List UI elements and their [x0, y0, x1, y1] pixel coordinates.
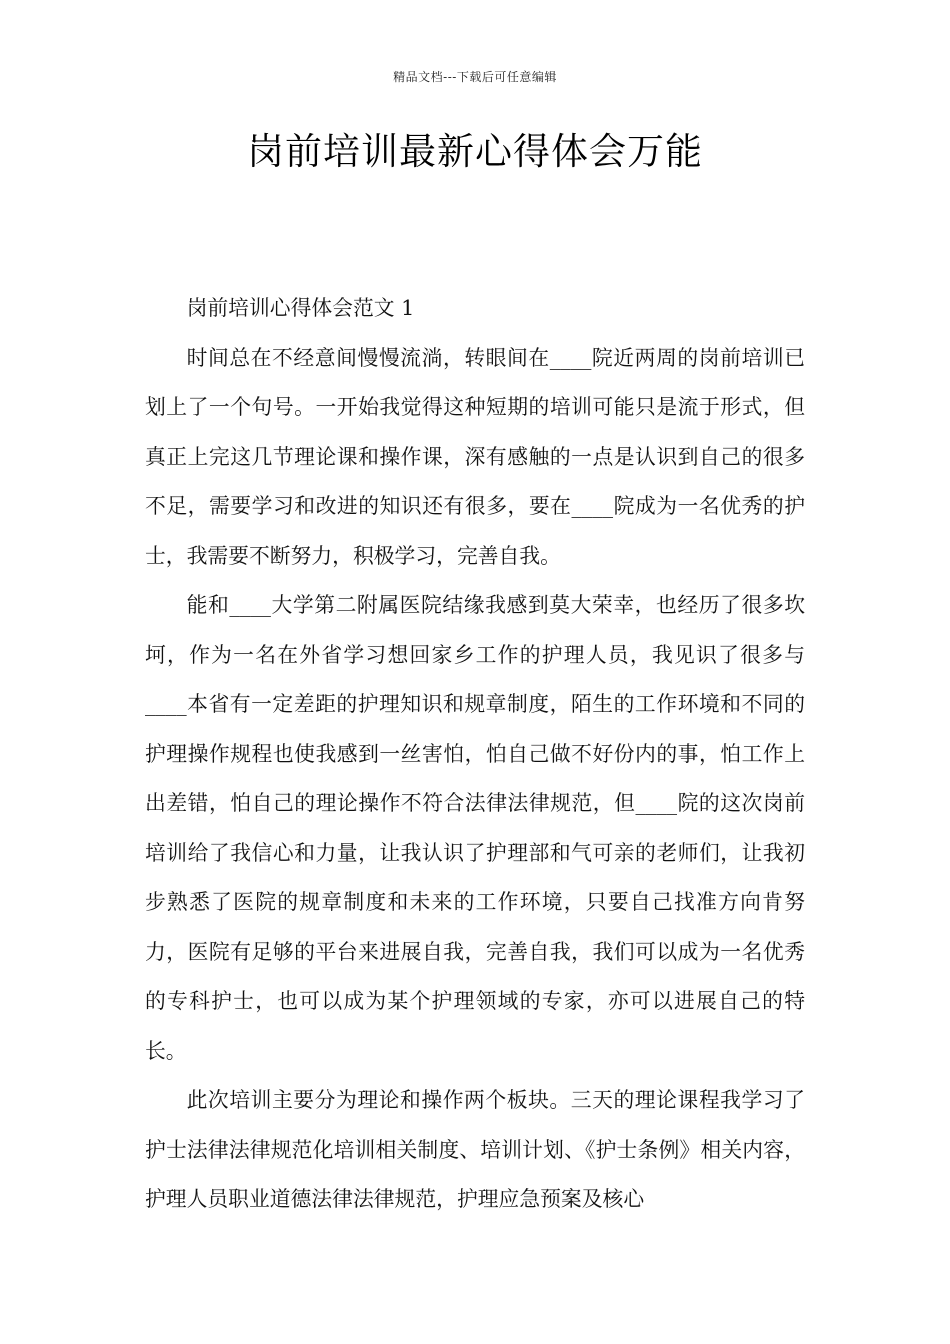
header-note: 精品文档---下载后可任意编辑 — [393, 70, 557, 84]
document-body — [145, 284, 805, 1225]
paragraph: 此次培训主要分为理论和操作两个板块。三天的理论课程我学习了护士法律法律规范化培训相关制度、培训计划、《护士条例》相关内容，护理人员职业道德法律法律规范，护理应急预案及核心 — [145, 1088, 805, 1211]
paragraph: 能和____大学第二附属医院结缘我感到莫大荣幸，也经历了很多坎坷，作为一名在外省学习想回家乡工作的护理人员，我见识了很多与____本省有一定差距的护理知识和规章制度，陌生的工作环境和不同的护理操作规程也使我感到一丝害怕，怕自己做不好份内的事，怕工作上出差错，怕自己的理论操作不符合法律法律规范，但____院的这次岗前培训给了我信心和力量，让我认识了护理部和气可亲的老师们，让我初步熟悉了医院的规章制度和未来的工作环境，只要自己找准方向肯努力，医院有足够的平台来进展自我，完善自我，我们可以成为一名优秀的专科护士，也可以成为某个护理领域的专家，亦可以进展自己的特长。 — [145, 593, 805, 1063]
section-heading: 岗前培训心得体会范文 1 — [186, 296, 415, 320]
document-title: 岗前培训最新心得体会万能 — [247, 130, 703, 173]
paragraph: 时间总在不经意间慢慢流淌，转眼间在____院近两周的岗前培训已划上了一个句号。一开始我觉得这种短期的培训可能只是流于形式，但真正上完这几节理论课和操作课，深有感触的一点是认识到自己的很多不足，需要学习和改进的知识还有很多，要在____院成为一名优秀的护士，我需要不断努力，积极学习，完善自我。 — [145, 345, 805, 568]
